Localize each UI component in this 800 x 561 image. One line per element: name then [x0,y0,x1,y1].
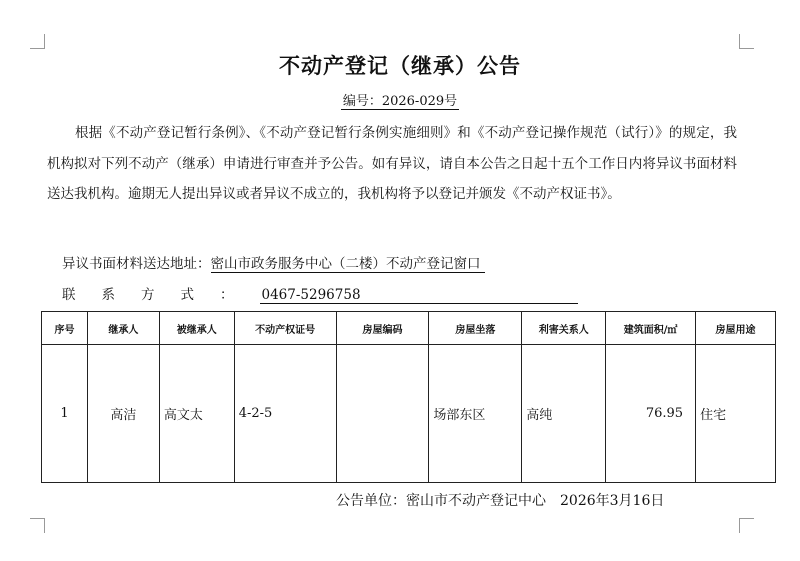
cell-house-code [336,345,429,483]
body-paragraph: 根据《不动产登记暂行条例》、《不动产登记暂行条例实施细则》和《不动产登记操作规范（试行）》的规定，我机构拟对下列不动产（继承）申请进行审查并予公告。如有异议，请自本公告之日起十五个工作日内将异议书面材料送达我机构。逾期无人提出异议或者异议不成立的，我机构将予以登记并颁发《不动产权证书》。 [47,125,737,202]
cell-cert-no: 4-2-5 [234,345,336,483]
contact-row [62,283,578,304]
header-seq: 序号 [42,312,88,345]
header-heir: 继承人 [87,312,159,345]
cell-usage: 住宅 [696,345,776,483]
document-title: 不动产登记（继承）公告 [279,53,521,78]
corner-mark-top-left [30,34,45,49]
header-area: 建筑面积/㎡ [606,312,696,345]
corner-mark-bottom-left [30,518,45,533]
header-usage: 房屋用途 [696,312,776,345]
objection-address-value: 密山市政务服务中心（二楼）不动产登记窗口 [211,256,485,273]
cell-area: 76.95 [606,345,696,483]
contact-value: 0467-5296758 [260,287,578,304]
header-house-code: 房屋编码 [336,312,429,345]
header-decedent: 被继承人 [159,312,234,345]
corner-mark-bottom-right [739,518,754,533]
serial-number-text: 编号：2026-029号 [342,94,458,109]
corner-mark-top-right [739,34,754,49]
contact-label: 联系方式： [62,287,260,303]
announcement-table [41,311,776,483]
table-row [42,345,776,483]
objection-address-label: 异议书面材料送达地址： [62,256,211,272]
cell-location: 场部东区 [429,345,522,483]
footer-issuer-date: 公告单位：密山市不动产登记中心 2026年3月16日 [336,493,665,509]
cell-interested-party: 高纯 [522,345,606,483]
table-header-row [42,312,776,345]
cell-heir: 高洁 [87,345,159,483]
header-cert-no: 不动产权证号 [234,312,336,345]
header-interested-party: 利害关系人 [522,312,606,345]
serial-number [0,90,800,109]
header-location: 房屋坐落 [429,312,522,345]
cell-seq: 1 [42,345,88,483]
cell-decedent: 高文太 [159,345,234,483]
objection-address-row [62,252,485,272]
